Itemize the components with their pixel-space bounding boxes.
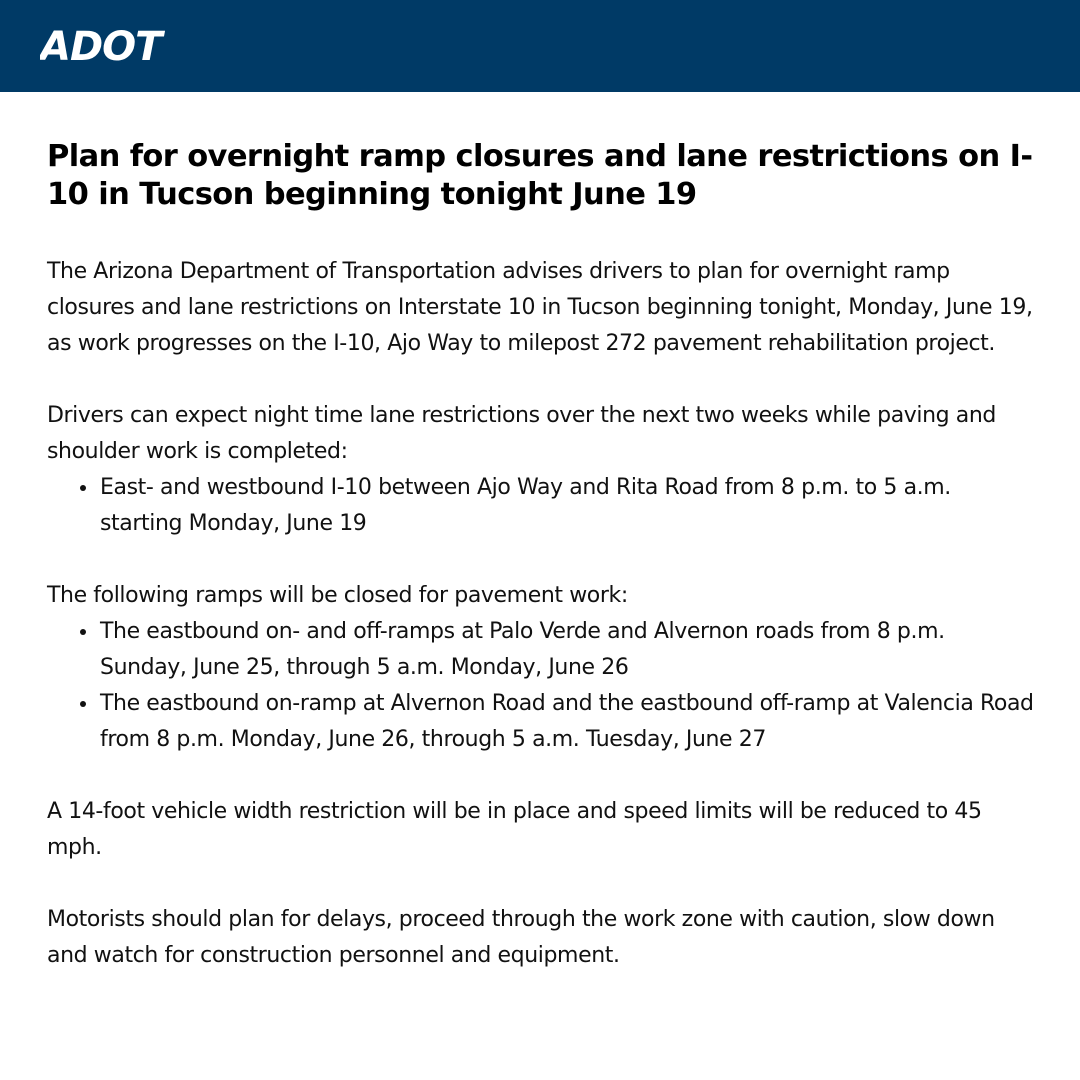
list-item: East- and westbound I-10 between Ajo Way and Rita Road from 8 p.m. to 5 a.m. starting Monday, June 19 — [100, 470, 1037, 542]
adot-logo — [40, 22, 220, 72]
article — [47, 138, 1037, 974]
closing-paragraph: Motorists should plan for delays, proceed through the work zone with caution, slow down and watch for construction personnel and equipment. — [47, 907, 995, 968]
ramp-closures-list — [47, 614, 1037, 758]
spacer — [47, 758, 1037, 794]
article-body — [47, 254, 1037, 974]
spacer — [47, 866, 1037, 902]
lane-restrictions-lead: Drivers can expect night time lane restrictions over the next two weeks while paving and shoulder work is completed: — [47, 403, 996, 464]
list-item: The eastbound on-ramp at Alvernon Road and the eastbound off-ramp at Valencia Road from 8 p.m. Monday, June 26, through 5 a.m. Tuesday, June 27 — [100, 686, 1037, 758]
spacer — [47, 214, 1037, 254]
logo-text: ADOT — [40, 24, 162, 70]
adot-logo-graphic — [40, 22, 220, 72]
intro-paragraph: The Arizona Department of Transportation advises drivers to plan for overnight ramp closures and lane restrictions on Interstate 10 in Tucson beginning tonight, Monday, June 19, as work progresses on the I-10, Ajo Way to milepost 272 pavement rehabilitation project. — [47, 259, 1033, 356]
article-title: Plan for overnight ramp closures and lane restrictions on I-10 in Tucson beginning tonight June 19 — [47, 139, 1033, 212]
width-restriction-paragraph: A 14-foot vehicle width restriction will be in place and speed limits will be reduced to 45 mph. — [47, 799, 982, 860]
spacer — [47, 542, 1037, 578]
list-item: The eastbound on- and off-ramps at Palo Verde and Alvernon roads from 8 p.m. Sunday, June 25, through 5 a.m. Monday, June 26 — [100, 614, 1037, 686]
lane-restrictions-list — [47, 470, 1037, 542]
spacer — [47, 362, 1037, 398]
ramp-closures-lead: The following ramps will be closed for pavement work: — [47, 583, 628, 608]
header-bar — [0, 0, 1080, 92]
